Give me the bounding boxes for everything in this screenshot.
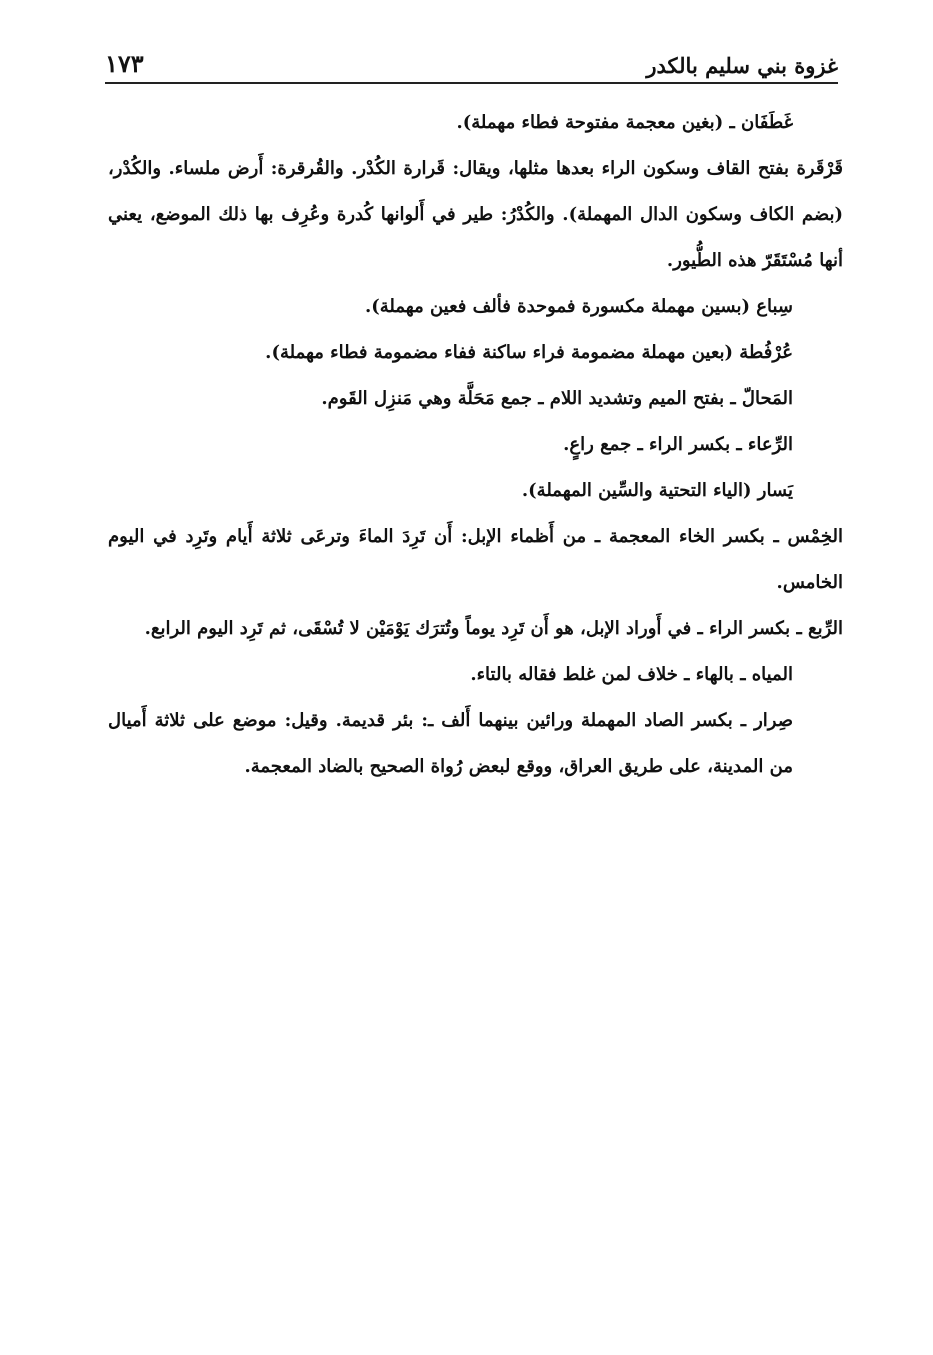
glossary-entry: الخِمْس ـ بكسر الخاء المعجمة ـ من أَظماء الإبل: أَن تَرِدَ الماءَ وترعَى ثلاثة أَيام وتَرِد في اليوم الخامس. [108,526,843,593]
glossary-entry: يَسار (الياء التحتية والسِّين المهملة). [521,480,793,501]
glossary-entry: قَرْقَرة بفتح القاف وسكون الراء بعدها مثلها، ويقال: قَرارة الكُدْر. والقُرقرة: أَرض ملساء. والكُدْر، (بضم الكاف وسكون الدال المهملة). والكُدْرُ: طير في أَلوانها كُدرة وعُرِف بها ذلك الموضع، يعني أنها مُسْتَقَرّ هذه الطُّيور. [108,158,843,271]
running-header [105,38,838,84]
glossary-entry: الرِّعاء ـ بكسر الراء ـ جمع راعٍ. [563,434,793,455]
page-number: ١٧٣ [105,49,144,78]
glossary-entry: المَحالّ ـ بفتح الميم وتشديد اللام ـ جمع مَحَلَّة وهي مَنزِل القَوم. [321,388,793,409]
glossary-entry: عُرْفُطة (بعين مهملة مضمومة فراء ساكنة ففاء مضمومة فطاء مهملة). [265,342,793,363]
glossary-entry: سِباع (بسين مهملة مكسورة فموحدة فألف فعين مهملة). [364,296,793,317]
glossary-body [108,100,843,790]
glossary-entry: الرِّبع ـ بكسر الراء ـ في أَوراد الإبل، هو أَن تَرِد يوماً وتُترَك يَوْمَيْن لا تُسْقَى، ثم تَرِد اليوم الرابع. [144,618,843,639]
glossary-entry: غَطَفَان ـ (بغين معجمة مفتوحة فطاء مهملة). [456,112,793,133]
running-title: غزوة بني سليم بالكدر [646,53,838,78]
glossary-entry: صِرار ـ بكسر الصاد المهملة ورائين بينهما أَلف ـ: بئر قديمة. وقيل: موضع على ثلاثة أَميال من المدينة، على طريق العراق، ووقع لبعض رُواة الصحيح بالضاد المعجمة. [108,710,793,777]
glossary-entry: المياه ـ بالهاء ـ خلاف لمن غلط فقاله بالتاء. [470,664,793,685]
